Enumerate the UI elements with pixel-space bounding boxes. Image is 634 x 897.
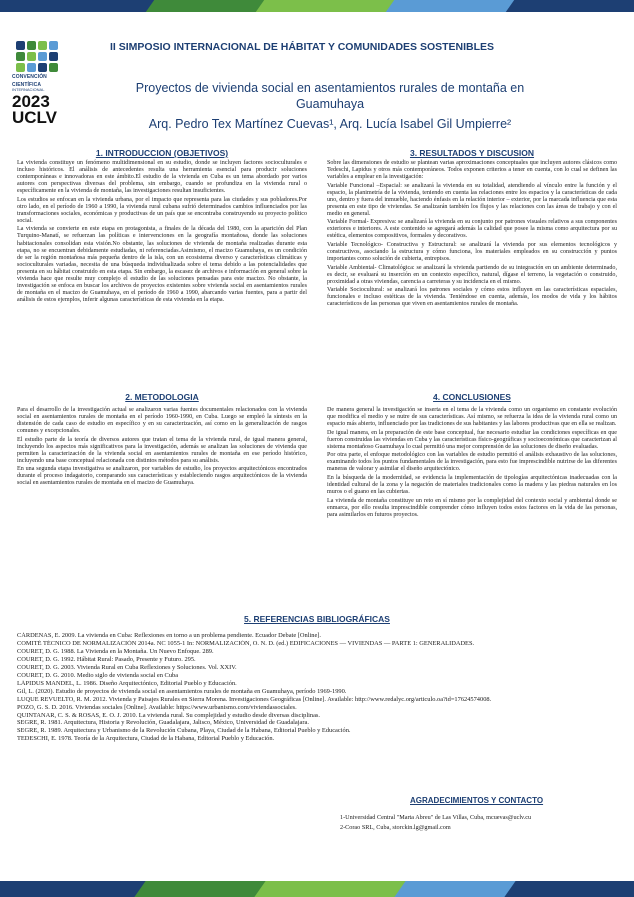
- reference-item: Gil, L. (2020). Estudio de proyectos de vivienda social en asentamientos rurales de montaña en Guamuhaya, período 1969-1990.: [17, 687, 347, 695]
- reference-item: COURET, D. G. 1992. Hábitat Rural: Pasado, Presente y Futuro. 295.: [17, 655, 196, 663]
- references-section-title: 5. REFERENCIAS BIBLIOGRÁFICAS: [244, 614, 390, 624]
- methods-paragraph: Para el desarrollo de la investigación actual se analizaron varias fuentes documentales relacionados con la vivienda social en asentamientos rurales de montaña en el período 1960-1990, en Cuba. Luego se empleó la síntesis en la distensión de cada caso de estudio en específico y en su caracterización, así como en la generalización de rasgos comunes y excepcionales.: [17, 407, 307, 435]
- results-paragraph: Variable Sociocultural: se analizará los patrones sociales y cómo estos influyen en las características espaciales, funcionales e incluso estéticas de la vivienda. Teniéndose en cuenta, además, los modos de vida y los hábitos característicos de las personas que viven en asentamientos rurales de montaña.: [327, 287, 617, 308]
- convention-logo: [12, 41, 62, 131]
- methods-section-body: [17, 407, 307, 489]
- intro-paragraph: La vivienda constituye un fenómeno multidimensional en su estudio, donde se incluyen factores socioculturales e incluso históricos. El análisis de antecedentes resulta una herramienta esencial para producir soluciones contemporáneas e innovadoras en este ámbito.El estudio de la vivienda en Cuba es un tema abordado por varios autores con perspectivas diversas del problema, sin embargo, cuando se profundiza en la vivienda rural o específicamente en la vivienda de montaña, las investigaciones resultan insuficientes.: [17, 160, 307, 195]
- logo-mark: [16, 41, 62, 72]
- event-title: II SIMPOSIO INTERNACIONAL DE HÁBITAT Y COMUNIDADES SOSTENIBLES: [110, 41, 495, 53]
- poster-title-line1: Proyectos de vivienda social en asentamientos rurales de montaña en: [135, 81, 525, 95]
- reference-item: CÁRDENAS, E. 2009. La vivienda en Cuba: Reflexiones en torno a un problema pendiente. Ecuador Debate [Online].: [17, 632, 322, 639]
- reference-item: COURET, D. G. 2010. Medio siglo de vivienda social en Cuba: [17, 671, 179, 679]
- reference-item: TEDESCHI, E. 1978. Teoría de la Arquitectura, Ciudad de la Habana, Editorial Pueblo y Educación.: [17, 735, 275, 743]
- bottom-decorative-stripe: [0, 881, 634, 897]
- reference-item: SEGRE, R. 1981. Arquitectura, Historia y Revolución, Guadalajara, Jalisco, México, Universidad de Guadalajara.: [17, 719, 309, 727]
- reference-item: QUINTANAR, C. S. & ROSAS, E. O. J. 2010. La vivienda rural. Su complejidad y estudio desde diversas disciplinas.: [17, 711, 321, 719]
- poster-title: [90, 80, 570, 112]
- results-paragraph: Variable Tecnológico- Constructiva y Estructural: se analizará la vivienda por sus elementos tecnológicos y constructivos, asociando la estructura y cómo funciona, los materiales empleados en su construcción y puntos importantes como solución de cubierta, entrepisos.: [327, 242, 617, 263]
- reference-item: POZO, G. S. D. 2016. Viviendas sociales [Online]. Available: https://www.urbanismo.com/viviendassociales.: [17, 703, 297, 711]
- conclusions-section-body: [327, 407, 617, 520]
- top-decorative-stripe: [0, 0, 634, 12]
- methods-paragraph: El estudio parte de la teoría de diversos autores que tratan el tema de la vivienda rural, de igual manera general, incluyendo los aspectos más significativos para la investigación, además se analizan las soluciones de vivienda que permiten la caracterización de la vivienda social en asentamientos rurales de montaña en ese período histórico, incluyendo una base conceptual relacionada con distintos métodos para su análisis.: [17, 436, 307, 464]
- conclusions-paragraph: De igual manera, en la preparación de este base conceptual, fue necesario estudiar las condiciones específicas en que fueron construidas las viviendas en Cuba y las características físico-geográficas y socioeconómicas que caracterizan al sistema montañoso Guamuhaya lo cual permitió una mejor comprensión de las soluciones de diseño evaluadas.: [327, 429, 617, 450]
- logo-text-convencion: CONVENCIÓN: [12, 74, 47, 80]
- contact-line: 2-Corao SRL, Cuba, storckin.lg@gmail.com: [340, 823, 451, 831]
- intro-paragraph: La vivienda se convierte en este etapa en protagonista, a finales de la década del 1980, con la aparición del Plan Turquino-Manatí, se refuerzan las políticas e intervenciones en la geografía montañosa, donde las soluciones habitacionales consolidan esta visión.No obstante, las soluciones de vivienda de montaña realizadas durante esta etapa, no se encuentran debidamente estudiadas, ni referenciadas.Asimismo, el macizo Guamuhaya, es un condición de ser la región montañosa más pequeña dentro de la isla, con un ecosistema diverso y características climáticas y socioculturales variadas, necesita de una búsqueda individualizada sobre el tema debido a las potencialidades que presenta en su hábitat construido en esta etapa. Sin embargo, la escasez de archivos e información en general sobre la vivienda hace que resulte muy complejo el estudio de las soluciones pensadas para este macizo. No obstante, la investigación se enfoca en buscar los archivos de proyectos existentes sobre vivienda social en asentamientos rurales de montaña en el macizo de Guamuhaya, en el período de 1960 a 1990, abarcando varias fuentes, para a partir del análisis de estos ejemplos, inferir algunas características de esta vivienda en la etapa.: [17, 226, 307, 303]
- intro-section-body: [17, 160, 307, 305]
- references-list: [17, 632, 617, 743]
- intro-paragraph: Los estudios se enfocan en la vivienda urbana, por el impacto que representa para las ciudades y sus pobladores.Por otro lado, en el período de 1960 a 1990, la vivienda rural cubana sufrió determinados cambios influenciados por las transformaciones sociales, económicas y productivas de un país que se encontraba construyendo su proyecto político social.: [17, 196, 307, 224]
- results-paragraph: Variable Ambiental- Climatológica: se analizará la vivienda partiendo de su integración en un ambiente determinado, es decir, se evaluará su inserción en un contexto específico, natural, dígase el terreno, la vegetación o construido, proximidad a otras viviendas, carencia a carreteras y su incidencia en el mismo.: [327, 264, 617, 285]
- reference-item: COURET, D. G. 2003. Vivienda Rural en Cuba Reflexiones y Soluciones. Vol. XXIV.: [17, 663, 237, 671]
- reference-item: SEGRE, R. 1989. Arquitectura y Urbanismo de la Revolución Cubana, Playa, Ciudad de la Habana, Editorial Pueblo y Educación.: [17, 727, 351, 735]
- logo-year: 2023: [12, 92, 50, 111]
- reference-item: COURET, D. G. 1988. La Vivienda en la Montaña. Un Nuevo Enfoque. 289.: [17, 647, 214, 655]
- methods-section-title: 2. METODOLOGIA: [125, 392, 199, 402]
- results-paragraph: Variable Formal- Expresiva: se analizará la vivienda en su conjunto por patrones visuales relativos a sus componentes exteriores e interiores. A este contenido se agregará además la calidad que posee la misma como arquitectura por su estética, elementos compositivos, formales y decorativos.: [327, 219, 617, 240]
- conclusions-paragraph: La vivienda de montaña constituye un reto en sí mismo por la complejidad del contexto social y ambiental donde se enmarca, por ello resulta imprescindible comprender cómo influyen todos estos factores en la vida de las personas, para asimilarlos en futuros proyectos.: [327, 497, 617, 518]
- logo-org: UCLV: [12, 108, 58, 127]
- logo-text-internacional: INTERNACIONAL: [12, 87, 45, 92]
- acknowledgements-title: AGRADECIMIENTOS Y CONTACTO: [410, 796, 544, 805]
- contact-line: 1-Universidad Central "Marta Abreu" de Las Villas, Cuba, mcuevas@uclv.cu: [340, 814, 532, 821]
- methods-paragraph: En una segunda etapa investigativa se analizaron, por variables de estudio, los proyectos arquitectónicos encontrados durante el proceso indagatorio, comparando sus características y estableciendo rasgos arquitectónicos de la vivienda social en asentamientos rurales de montaña en el macizo de Guamuhaya.: [17, 466, 307, 487]
- poster-authors: Arq. Pedro Tex Martínez Cuevas¹, Arq. Lucía Isabel Gil Umpierre²: [148, 117, 512, 131]
- conclusions-paragraph: Por otra parte, el enfoque metodológico con las variables de estudio permitió el análisis exhaustivo de las soluciones, examinando todos los puntos fundamentales de la investigación, para esto fue imprescindible nutrirse de las diferentes maneras de valorar y asimilar el diseño arquitectónico.: [327, 452, 617, 473]
- results-section-title: 3. RESULTADOS Y DISCUSION: [409, 148, 535, 158]
- intro-section-title: 1. INTRODUCCION (OBJETIVOS): [95, 148, 229, 158]
- logo-text-cientifica: CIENTÍFICA: [12, 82, 42, 88]
- results-paragraph: Variable Funcional –Espacial: se analizará la vivienda en su totalidad, atendiendo al vínculo entre la función y el espacio, la planimetría de la vivienda, teniendo en cuenta las relaciones entre los espacios y la características de cada uno, dentro y fuera del inmueble, haciendo énfasis en la relación interior – exterior, por la marcada influencia que esta presenta en este tipo de viviendas. Se analizarán también los flujos y las relaciones con las áreas de trabajo y con el medio en general.: [327, 182, 617, 217]
- reference-item: COMITÉ TÉCNICO DE NORMALIZACIÓN 2014a. NC 1055-1 In: NORMALIZACIÓN, O. N. D. (ed.) EDIFICACIONES — VIVIENDAS — PARTE 1: GENERALIDADES.: [17, 639, 475, 647]
- results-section-body: [327, 160, 617, 310]
- acknowledgements-body: [340, 813, 620, 832]
- conclusions-paragraph: De manera general la investigación se inserta en el tema de la vivienda como un organismo en constante evolución que modifica el medio y se nutre de sus características. Así mismo, se refuerza la idea de la vivienda rural como un espacio más abierto, influenciado por las tradiciones de sus habitantes y las labores productivas que en ella se realizan.: [327, 407, 617, 428]
- reference-item: LUQUE REVUELTO, R. M. 2012. Vivienda y Paisajes Rurales en Sierra Morena. Investigaciones Geográficas [Online]. Available: http://www.redalyc.org/articulo.oa?id=17624574008.: [17, 695, 492, 703]
- conclusions-paragraph: En la búsqueda de la modernidad, se evidencia la implementación de tipologías arquitectónicas inadecuadas con la identidad cultural de la zona y la negación de materiales tradicionales como la madera y las piedras naturales en los muros o el guano en las cubiertas.: [327, 474, 617, 496]
- results-paragraph: Sobre las dimensiones de estudio se plantean varias aproximaciones conceptuales que incluyen autores clásicos como Tedeschi, Lapidus y otros más contemporáneos. Todos exponen criterios a tener en cuenta, con lo cual se definen las variables a emplear en la investigación:: [327, 160, 617, 181]
- conclusions-section-title: 4. CONCLUSIONES: [433, 392, 511, 402]
- reference-item: LÁPIDUS MANDEL, L. 1986. Diseño Arquitectónico, Editorial Pueblo y Educación.: [17, 679, 237, 687]
- poster-title-line2: Guamuhaya: [295, 97, 365, 111]
